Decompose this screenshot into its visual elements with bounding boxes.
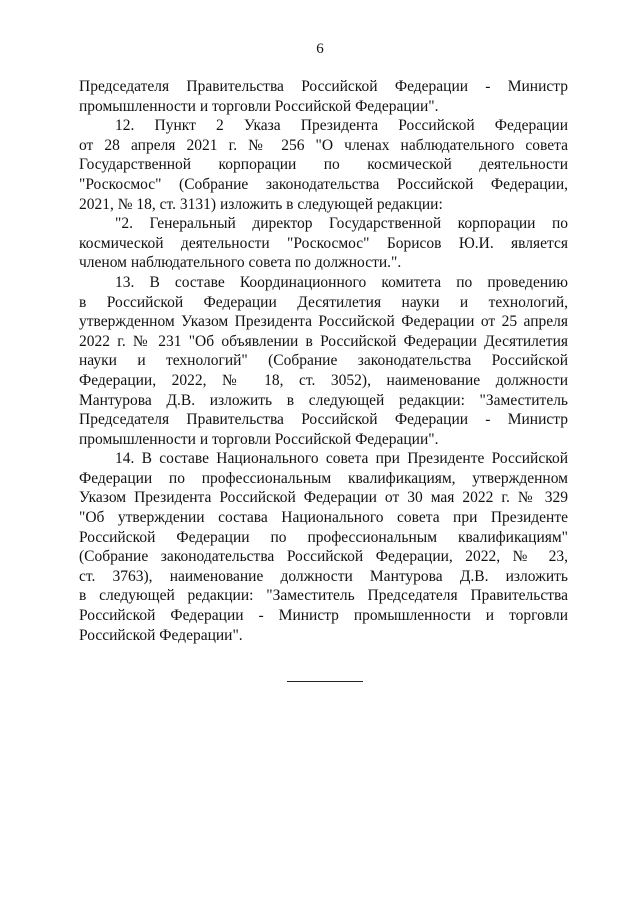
text-line: Государственной корпорации по космической деятельности xyxy=(79,156,568,174)
text-line: 14. В составе Национального совета при Президенте Российской xyxy=(115,450,568,468)
text-line: Указом Президента Российской Федерации от 30 мая 2022 г. № 329 xyxy=(79,489,568,507)
text-line: утвержденном Указом Президента Российской Федерации от 25 апреля xyxy=(79,313,568,331)
text-line: в Российской Федерации Десятилетия науки и технологий, xyxy=(79,293,568,311)
page-number: 6 xyxy=(316,41,324,57)
text-line: 13. В составе Координационного комитета по проведению xyxy=(115,273,568,291)
text-line: промышленности и торговли Российской Федерации". xyxy=(79,430,439,448)
text-line: "Об утверждении состава Национального совета при Президенте xyxy=(79,509,568,527)
text-line: Федерации, 2022, № 18, ст. 3052), наименование должности xyxy=(79,371,568,389)
text-line: Федерации по профессиональным квалификациям, утвержденном xyxy=(79,469,568,487)
text-line: 12. Пункт 2 Указа Президента Российской Федерации xyxy=(115,117,568,135)
text-line: промышленности и торговли Российской Федерации". xyxy=(79,97,439,115)
text-line: 2021, № 18, ст. 3131) изложить в следующей редакции: xyxy=(79,195,443,213)
end-separator-line xyxy=(287,681,363,682)
text-line: ст. 3763), наименование должности Мантурова Д.В. изложить xyxy=(79,567,568,585)
text-line: (Собрание законодательства Российской Федерации, 2022, № 23, xyxy=(79,548,568,566)
text-line: науки и технологий" (Собрание законодательства Российской xyxy=(79,352,568,370)
text-line: "2. Генеральный директор Государственной корпорации по xyxy=(115,215,568,233)
text-line: от 28 апреля 2021 г. № 256 "О членах наблюдательного совета xyxy=(79,136,568,154)
text-line: "Роскосмос" (Собрание законодательства Российской Федерации, xyxy=(79,175,568,193)
text-line: Российской Федерации". xyxy=(79,626,243,644)
text-line: в следующей редакции: "Заместитель Председателя Правительства xyxy=(79,587,568,605)
text-line: космической деятельности "Роскосмос" Борисов Ю.И. является xyxy=(79,234,568,252)
document-body xyxy=(79,77,568,645)
text-line: Мантурова Д.В. изложить в следующей редакции: "Заместитель xyxy=(79,391,568,409)
text-line: членом наблюдательного совета по должности.". xyxy=(79,254,402,272)
text-line: Председателя Правительства Российской Федерации - Министр xyxy=(79,411,568,429)
text-line: Председателя Правительства Российской Федерации - Министр xyxy=(79,78,568,95)
text-line: 2022 г. № 231 "Об объявлении в Российской Федерации Десятилетия xyxy=(79,332,568,350)
text-line: Российской Федерации по профессиональным квалификациям" xyxy=(79,528,568,546)
text-line: Российской Федерации - Министр промышленности и торговли xyxy=(79,607,568,625)
